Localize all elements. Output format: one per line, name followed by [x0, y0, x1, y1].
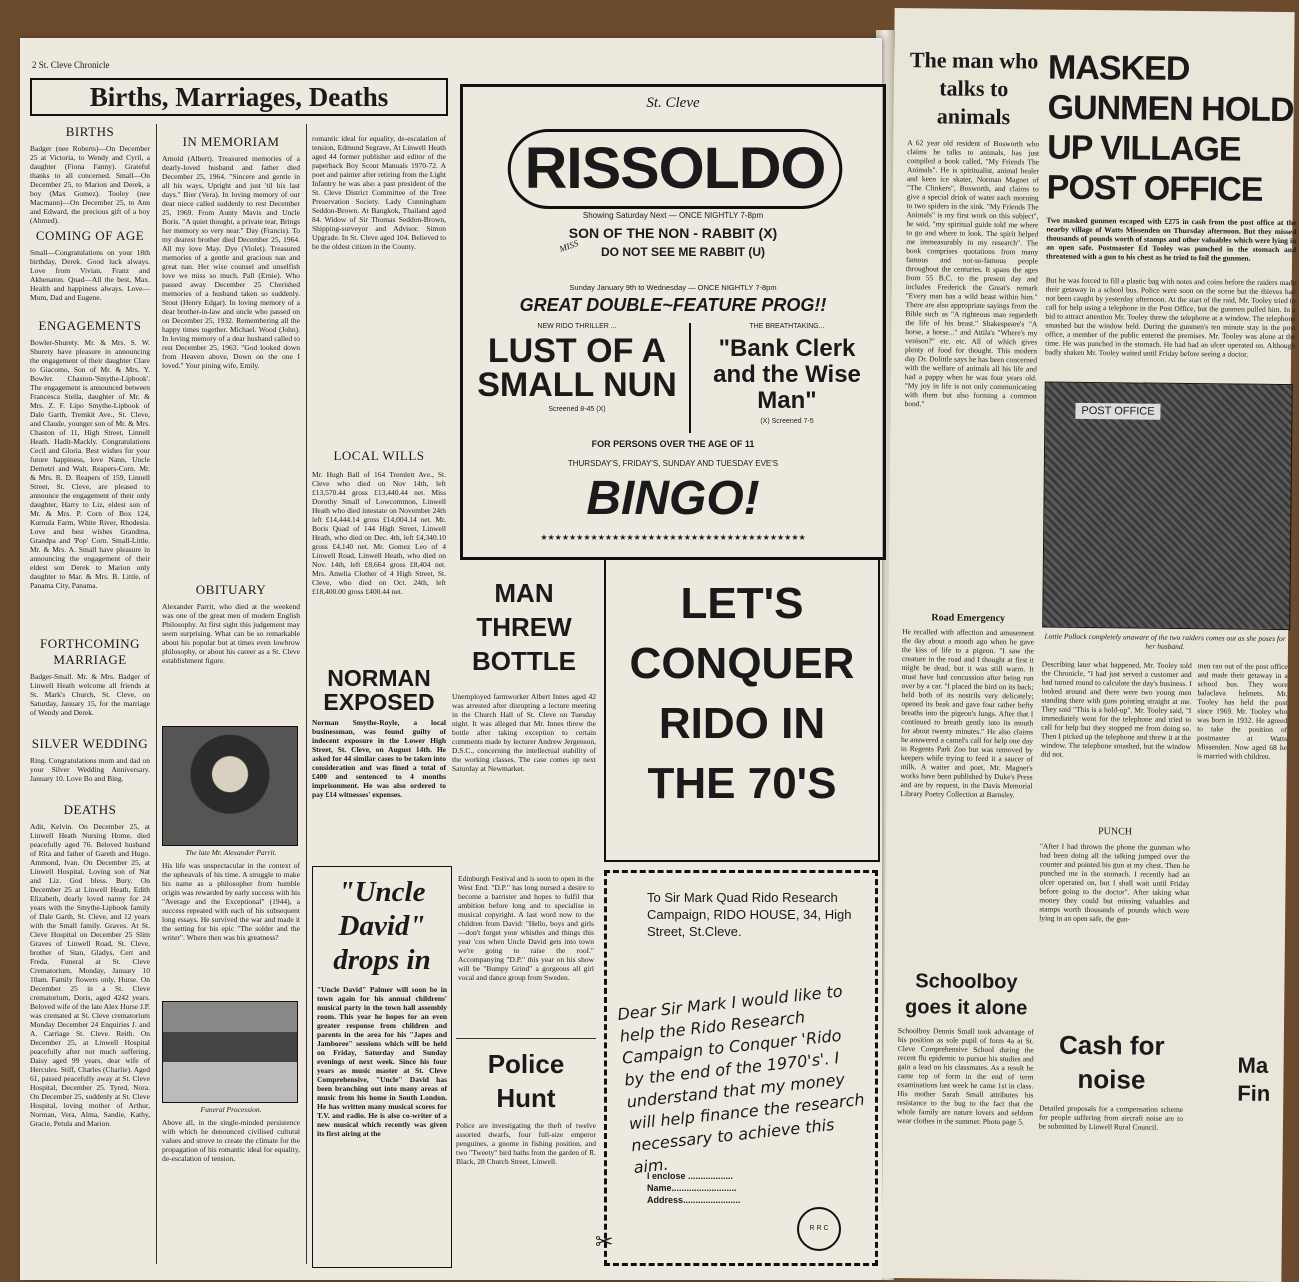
- rissoldo-cinema-advert: [460, 84, 886, 560]
- norman-exposed-text: Norman Smythe-Royle, a local businessman, was found guilty of indecent exposure in the Lower High Street, St. Cleve, on August 14th. He asked for 44 similar cases to be taken into consideration and was fined a total of £400 and sentenced to 4 months imprisonment. He was also ordered to pay £14 witnesses' expenses.: [312, 718, 446, 799]
- in-memoriam-heading: IN MEMORIAM: [182, 134, 280, 149]
- engagements-heading: ENGAGEMENTS: [38, 318, 142, 333]
- coupon-address-field[interactable]: Address.......................: [647, 1195, 741, 1205]
- cinema-dates: Sunday January 9th to Wednesday — ONCE NIGHTLY 7-8pm: [569, 283, 777, 292]
- bingo-days: THURSDAY'S, FRIDAY'S, SUNDAY AND TUESDAY EVE'S: [567, 459, 779, 468]
- births-text: Badger (nee Roberts)—On December 25 at Victoria, to Wendy and Cyril, a daughter (Fiona Fanny). Grateful thanks to all concerned. Small—On December 25, to Marion and Derek, a boy (Max Gomez). Tooley (nee Macmann)—On December 25, to Ann and Edward, the precious gift of a boy (Ahmed).: [30, 144, 150, 225]
- norman-exposed-headline: NORMAN EXPOSED: [323, 665, 435, 715]
- forthcoming-marriage-text: Badger-Small. Mr. & Mrs. Badger of Linwell Heath welcome all friends at St. Mark's Church, St. Cleve, on Saturday, January 15, for the marriage of Wendy and Derek.: [30, 672, 150, 717]
- parrit-photo: [162, 726, 298, 846]
- local-wills-text: Mr. Hugh Ball of 164 Tremlett Ave., St. Cleve who died on Nov 14th, left £13,570.44 gross £13,440.44 net. Miss Dorothy Small of Lowcommon, Linwell Heath who died intestate on November 24th left £14,444.14 gross £14,004.14 net. Mr. Boris Quad of 144 High Street, Linwell Heath, who died on Dec. 4th, left £4,340.10 gross £4,140 net. Mr. Gomez Leo of 4 Linwell Road, Linwell Heath, who died on Nov. 14th, left £8,664 gross £8,404 net. Mrs. Amelia Clother of 4 High Street, St. Cleve, who died on Oct. 24th, left £18,400.00 gross £400.44 net.: [312, 470, 446, 596]
- bmd-column-1: [30, 124, 150, 1264]
- funeral-photo-caption: Funeral Procession.: [200, 1105, 262, 1114]
- post-office-photo: [1042, 382, 1293, 631]
- bingo-title: BINGO!: [586, 472, 760, 525]
- newspaper-page-left: [20, 38, 882, 1280]
- feature-1-screening: Screened 8-45 (X): [548, 406, 606, 413]
- cinema-feature-1: [463, 323, 691, 413]
- coupon-enclose-field[interactable]: I enclose ..................: [647, 1171, 734, 1181]
- cash-for-noise-headline: Cash for noise: [1058, 1029, 1165, 1095]
- silver-wedding-text: Ring. Congratulations mum and dad on your Silver Wedding Anniversary. January 10. Love Bo and Bing.: [30, 756, 150, 783]
- masked-gunmen-headline: MASKED GUNMEN HOLD UP VILLAGE POST OFFICE: [1046, 48, 1294, 209]
- schoolboy-text: Schoolboy Dennis Small took advantage of his position as sole pupil of form 4a at St. Cleve Comprehensive School during the recent flu epidemic to pursue his studies and gain a lead on his classmates. As a result he came top of form in the end of term examinations last week he came 1st in class. His mother Sarah Small attributes his resistance to the bug to the fact that the whole family are nature lovers and seldom wear clothes in the summer. Photo page 5.: [896, 1026, 1034, 1127]
- bmd-column-2: [162, 134, 300, 1274]
- death-notices-text: romantic ideal for equality, de-escalation of tension, Edmund Segrave, At Linwell Heath aged 44 former publisher and editor of the paperback Boy Scout Manuals 1970-72. A poet and painter after retiring from the Light Infantry he was also a past president of the St. Cleve District Committee of the Tree Preservation Society. Lady Cunningham Seddon-Brown. At Bangkok, Thailand aged 84. Widow of Sir Thomas Seddon-Brown, Shipping-surveyor and Advisor. Simon Upgrade. In St. Cleve aged 104. Believed to be the oldest citizen in the County.: [312, 134, 446, 251]
- road-emergency-heading: Road Emergency: [931, 612, 1006, 625]
- cinema-double-feature: GREAT DOUBLE~FEATURE PROG!!: [519, 295, 827, 315]
- conquer-rido-advert: [604, 558, 880, 862]
- police-hunt-text: Police are investigating the theft of twelve assorted dwarfs, four full-size emperor penguines, a gnome in fishing position, and two "Tweety" bird baths from the garden of R. Black, 28 Church Street, Linwell.: [456, 1121, 596, 1166]
- obituary-heading: OBITUARY: [195, 582, 267, 597]
- births-heading: BIRTHS: [65, 124, 115, 139]
- post-office-sign: POST OFFICE: [1075, 403, 1160, 420]
- masked-gunmen-text: But he was forced to fill a plastic bag with notes and coins before the raiders made their getaway in a school bus. Police were soon on the scene but the thieves had not been caught by yesterday afternoon. At the start of the raid, Mr. Tooley tried to call for help using a telephone in the Post Office, but the gunmen pulled him. In a bid to attract attention Mr. Tooley threw the telephone at a window. The telephone smashed but the window held. During the gunmen's ten minute stay in the post office, a member of the public entered the premises. Mr. Tooley was alone at the time. He was punched in the stomach. He had had an ulcer operated on. Although badly shaken Mr. Tooley waited until Friday before seeing a doctor.: [1045, 275, 1296, 359]
- describing-text: Describing later what happened, Mr. Tooley told the Chronicle, "I had just served a customer and had turned round to calculate the day's business. I looked around and there were two young men standing there with guns pointing straight at me. They said "This is a hold-up". Mr. Tooley said, "I immediately went for the telephone and tried to call for help but they stopped me from doing so. Then I picked up the telephone and threw it at the window. The telephone smashed, but the window did not.: [1040, 659, 1192, 759]
- feature-1-title: LUST OF A SMALL NUN: [477, 332, 677, 404]
- local-wills-heading: LOCAL WILLS: [333, 448, 425, 463]
- bmd-title: Births, Marriages, Deaths: [30, 78, 448, 116]
- cash-for-noise-story: [1038, 1028, 1184, 1185]
- feature-1-label: NEW RIDO THRILLER ...: [537, 323, 617, 330]
- coupon-handwritten-pledge: Dear Sir Mark I would like to help the Rido Research Campaign to Conquer 'Rido by the end of the 1970's'. I understand that my money will help finance the research necessary to achieve this aim.: [616, 981, 866, 1178]
- uncle-david-text-continued: Edinburgh Festival and is soon to open in the West End. "D.P." has long nursed a desire to become a barrister and hopes to fulfil that ambition before long and to specialise in musical copyright. A last word now to the children from David: "Hello, boys and girls—don't forget your whistles and things this year 'cos when Uncle David gets into town we're going to raise the roof." Accompanying "D.P." this year on his show will be "Bumpy Grind" a gorgeous all girl vocal and dance group from Sweden.: [458, 874, 594, 982]
- feature-2-screening: (X) Screened 7-5: [760, 418, 814, 425]
- page-folio: 2 St. Cleve Chronicle: [32, 60, 110, 70]
- rido-research-coupon[interactable]: [595, 870, 878, 1266]
- masked-gunmen-continued: men ran out of the post office and made their getaway in a school bus. They wore balaclava helmets. Mr. Tooley has held the post since 1969. Mr. Tooley who was born in 1932. He agreed to take the position of postmaster at Watts Missenden. Now aged 68 he is married with children.: [1196, 661, 1288, 761]
- coming-of-age-text: Small—Congratulations on your 18th birthday, Derek. Good luck always. Love from Vivian, Franz and Akhenaton. Quad—All the best, Max. Health and happiness always. Love—Mum, Dad and Eugene.: [30, 248, 150, 302]
- road-emergency-text: He recalled with affection and amusement the day about a month ago when he gave the kiss of life to a pigeon. "I saw the creature in the road and I thought at first it might be dead, but it was still warm. It must have had concussion after being run over by a car. "I placed the bird on its back; held both of its nostrils very delicately; opened its beak and gave four rather hefty breaths into the pigeon's lungs. After that I continued to breath gently into its mouth for about twenty minutes." He also claims he answered a camel's call for help one day in Regents Park Zoo but was removed by keepers while trying to feed it a saucer of milk. A waiter and poet, Mr. Magnet's works have been published by Duke's Press and are by request, in the Davis Memorial Library Poetry Collection at Barnsley.: [900, 627, 1035, 800]
- uncle-david-text: "Uncle David" Palmer will soon be in town again for his annual childrens' musical party in the town hall assembly room. This year he hopes for an even greater response from children and parents in the area for his "Japes and Jamboree" sessions which will be held on Friday, Saturday and Sunday evenings of next week. Since his four years as music master at St. Cleve Comprehensive, "Uncle" David has been branching out into many areas of music from his home in South London. He has written many musical scores for T.V. and radio. He is also co-writer of a new musical which recently was given its first airing at the: [317, 985, 447, 1138]
- bmd-column-3: [312, 134, 446, 434]
- funeral-photo: [162, 1001, 298, 1103]
- cinema-town: St. Cleve: [646, 95, 700, 111]
- cinema-stars-border: ★★★★★★★★★★★★★★★★★★★★★★★★★★★★★★★★★★★★★: [540, 533, 806, 542]
- conquer-rido-headline: LET'S CONQUER RIDO IN THE 70'S: [629, 579, 855, 808]
- punch-heading: PUNCH: [1098, 826, 1133, 838]
- man-talks-animals-story: [899, 46, 1041, 956]
- cinema-age-notice: FOR PERSONS OVER THE AGE OF 11: [591, 439, 755, 449]
- cinema-showing: Showing Saturday Next — ONCE NIGHTLY 7-8pm: [582, 211, 764, 220]
- uncle-david-story: [312, 866, 452, 1268]
- parrit-photo-caption: The late Mr. Alexander Parrit.: [185, 848, 277, 857]
- masked-gunmen-lead: Two masked gunmen escaped with £275 in cash from the post office at the nearby village of Watts Missenden on Thursday afternoon. But they missed thousands of pounds worth of stamps and other valuables which were lying in an open safe. Postmaster Ed Tooley was punched in the stomach and threatened with a gun to his chest as he tried to foil the gunmen.: [1046, 215, 1297, 263]
- obituary-text: Alexander Parrit, who died at the weekend was one of the great men of modern English Philosophy. At first sight this judgement may seem surprising. What can be so remarkable about his popular but at times even lowbrow philosophy, or about his career as a St. Cleve establishment figure.: [162, 602, 300, 665]
- cinema-feature-2: [695, 323, 879, 425]
- in-memoriam-text: Arnold (Albert). Treasured memories of a dearly-loved husband and father died December 25, 1964. "Sincere and gentle in all his ways, Upright and just 'til his last days." Bier (Vera). In loving memory of our dear niece called suddenly to rest December 25, 1969. From Aunty Mavis and Uncle Boris. "A quiet thought, a private tear, Brings her memory so very near." Day (Francis). To my dearest brother died December 25, 1964. All my love May. Dye (Violet). Treasured memories of a gentle and gracious nan and great nan. Her wise counsel and unselfish love we miss so much. Pall (Ernie). Who passed away December 25 Cherished memories of a husband taken so suddenly. Stout (Henry Edgar). In loving memory of a dear brother-in-law and uncle who passed on on December 25, 1932. Remembering all the happy times together. Michael. Wood (John). In loving memory of a dear husband called to rest December 25, 1963. "God looked down from Heaven above, Down on the one I loved." Your pining wife, Emily.: [162, 154, 300, 370]
- forthcoming-marriage-heading: FORTHCOMING MARRIAGE: [39, 636, 141, 667]
- cinema-film-2: DO NOT SEE ME RABBIT (U): [601, 245, 765, 259]
- feature-2-label: THE BREATHTAKING...: [749, 323, 825, 330]
- uncle-david-headline: "Uncle David" drops in: [333, 876, 431, 976]
- silver-wedding-heading: SILVER WEDDING: [31, 736, 149, 751]
- coupon-address: To Sir Mark Quad Rido Research Campaign, RIDO HOUSE, 34, High Street, St.Cleve.: [647, 890, 852, 939]
- rrc-logo: R R C: [797, 1207, 841, 1251]
- engagements-text: Bowler-Shurety. Mr. & Mrs. S. W. Shurety have pleasure in announcing the engagement of their daughter Clare to Giacomo, Son of Mr. & Mrs. Y. Bowler. Chaston-'Smythe-Lipbook'. The engagement is announced between Francesca Stella, daughter of Mr. & Mrs. Z. F. Lipo Smythe-Lipbook of Dale Garth, Tremkit Ave., St. Cleve, and Claude, younger son of Mr. & Mrs. Chaston of 11, High Street, Linnell Heath. Hadit-Mackly. Congratulations Cecil and Gloria. Best wishes for your future happiness, love Nann, Uncle Demetri and Walt. Reapers-Corn. Mr. & Mrs. R. D. Reapers of 159, Linnell Street, St. Cleve, are pleased to announce the engagement of their only daughter, Harry to Liz, eldest son of Mr. & Mrs. P. Corn of Box 124, Kurnula Farm, White River, Rhodesia. Love and best wishes Grandma, Grandpa and 'Pop' Corn. Small-Little. Mr. & Mrs. A. Small have pleasure in announcing the engagement of their eldest son Derek to Marion only daughter to Mar. & Mrs. B. Little, of Panama City, Panama.: [30, 338, 150, 590]
- deaths-heading: DEATHS: [63, 802, 117, 817]
- man-threw-bottle-headline: MAN THREW BOTTLE: [472, 578, 576, 676]
- schoolboy-story: [896, 968, 1035, 1263]
- man-talks-animals-headline: The man who talks to animals: [909, 47, 1039, 130]
- column-rule: [156, 124, 157, 1264]
- cinema-logo: RISSOLDO: [508, 129, 843, 209]
- police-hunt-story: [456, 1038, 596, 1265]
- feature-2-title: "Bank Clerk and the Wise Man": [713, 335, 861, 414]
- cash-for-noise-text: Detailed proposals for a compensation scheme for people suffering from aircraft noise are to be submitted by Linwell Rural Council.: [1038, 1103, 1184, 1132]
- feature-divider: [689, 323, 691, 433]
- coming-of-age-heading: COMING OF AGE: [35, 228, 145, 243]
- obituary-text-2: His life was unspectacular in the context of the upheavals of his time. A struggle to make his name as a philosopher from humble origin was rewarded by early success with his "Average and the Exceptional" (1944), a success repeated with each of his subsequent long essays. He survived the war and made it the setting for his epic "The solder and the writer". Where then was his greatness?: [162, 861, 300, 942]
- deaths-text: Adit, Kelvin. On December 25, at Linwell Heath Nursing Home, died peacefully aged 76. Beloved husband of Rita and father of Gareth and Hugo. Ammond, Ivan. On December 25, at Linwell Hospital. Loving son of Nat and Liz. God bless. Bury. On December 25 at Linwell Heath, Edith Elizabeth, dearly loved nanny for 24 years with the Smythe-Lipbook family of Dale Garth, St. Cleve, and 12 years with the Small family. Graves. At St. Cleve Hospital on December 25 Slim Graves of Linwell Road, St. Cleve, brother of Stan, Gladys, Cert and Freda. Funeral at St. Cleve Crematorium, Monday, January 10 10am. Family flowers only. Hurse. On December 25 in a St. Cleve crematorium, Doris, aged 4242 years. Beloved wife of the late Alex Hurse J.P. was cremated at St. Cleve crematorium Monday December 24 Enquiries J. and A. Carriage St. Cleve. Reith. On December 25, at Linwell Hospital peacefully after not much suffering, Daisy aged 99 years, dear wife of Hercules. Stiff, Charles (Charlie). Aged 61, passed peacefully away at St. Cleve Hospital, December 25. Tyred, Nora. On December 25, suddenly at St. Cleve Hospital, loving mother of Arthur, Norman, Vera, Alma, Sandie, Kathy, Gracie, Petula and Marion.: [30, 822, 150, 1128]
- cinema-film-1: SON OF THE NON - RABBIT (X): [568, 225, 778, 241]
- man-threw-bottle-text: Unemployed farmworker Albert Innes aged 42 was arrested after disrupting a lecture meeting in the Church Hall of St. Cleve on Tuesday night. It was alleged that Mr. Innes threw the bottle after taking exception to certain comments made by lecturer Andrew Jergenson, D.S.C., concerning the intellectual stability of the working classes. The case comes up next Saturday at Newmarket.: [452, 692, 596, 773]
- schoolboy-headline: Schoolboy goes it alone: [904, 970, 1028, 1020]
- police-hunt-headline: Police Hunt: [487, 1049, 565, 1113]
- coupon-name-field[interactable]: Name..........................: [647, 1183, 737, 1193]
- newspaper-page-right: [881, 8, 1297, 1282]
- obituary-text-3: Above all, in the single-minded persistence with which he denounced civilised cultural values and strove to create the climate for the propagation of his romantic ideal for equality, de-escalation of tension,: [162, 1118, 300, 1163]
- cinema-miss-stamp: MISS: [557, 237, 580, 255]
- norman-exposed-story: [312, 666, 446, 856]
- masked-gunmen-story: [1045, 48, 1298, 371]
- scissors-icon: ✂: [595, 1229, 614, 1254]
- cut-off-headline: Ma Fin: [1237, 1052, 1271, 1106]
- punch-text: "After I had thrown the phone the gunman who had been doing all the talking jumped over the counter and pointed his gun at my chest. Then he punched me in the stomach. I recently had an ulcer operated on, but I shall wait until Friday before going to the doctor". After taking what money they could but missing valuables and stamps worth thousands of pounds which were lying in an open safe, the gun-: [1039, 841, 1190, 924]
- column-rule: [306, 124, 307, 1264]
- man-threw-bottle-story: [452, 568, 596, 888]
- man-talks-animals-text: A 62 year old resident of Bosworth who claims he talks to animals, has just compiled a book called, "My Friends The Animals". He is spiritualist, animal healer and keen ice skater, Norman Magnet of "The Clinkers", Bosworth, and claims to give a special drink of water each morning to two spiders in the sink. "My Friends The Animals" is my first work on this subject", he said, "my spiritual guide told me where to go and where to look. The spirit helped me immeasurably in my research". The book comprises quotations from many famous and not-so-famous people throughout the centuries. It spans the ages from 55 B.C. to the present day and includes Frederick the Great's remark "Every man has a wild beast within him." There are also appropriate sayings from the Bible such as "A righteous man regardeth the life of his beast." Shakespeare's "A horse, a horse..." and Attila's "Where's my venison?" etc. etc. All of which gives plenty of food for thought. This modern day Dr. Dolittle says he has been concerned with the welfare of animals all his life and had a pappy when he was four years old. "My joy in life is not only communicating with them but also forming a common bond.": [904, 138, 1040, 409]
- post-office-photo-caption: Lottie Pollock completely unaware of the two raiders comes out as she poses for her husband.: [1044, 631, 1286, 652]
